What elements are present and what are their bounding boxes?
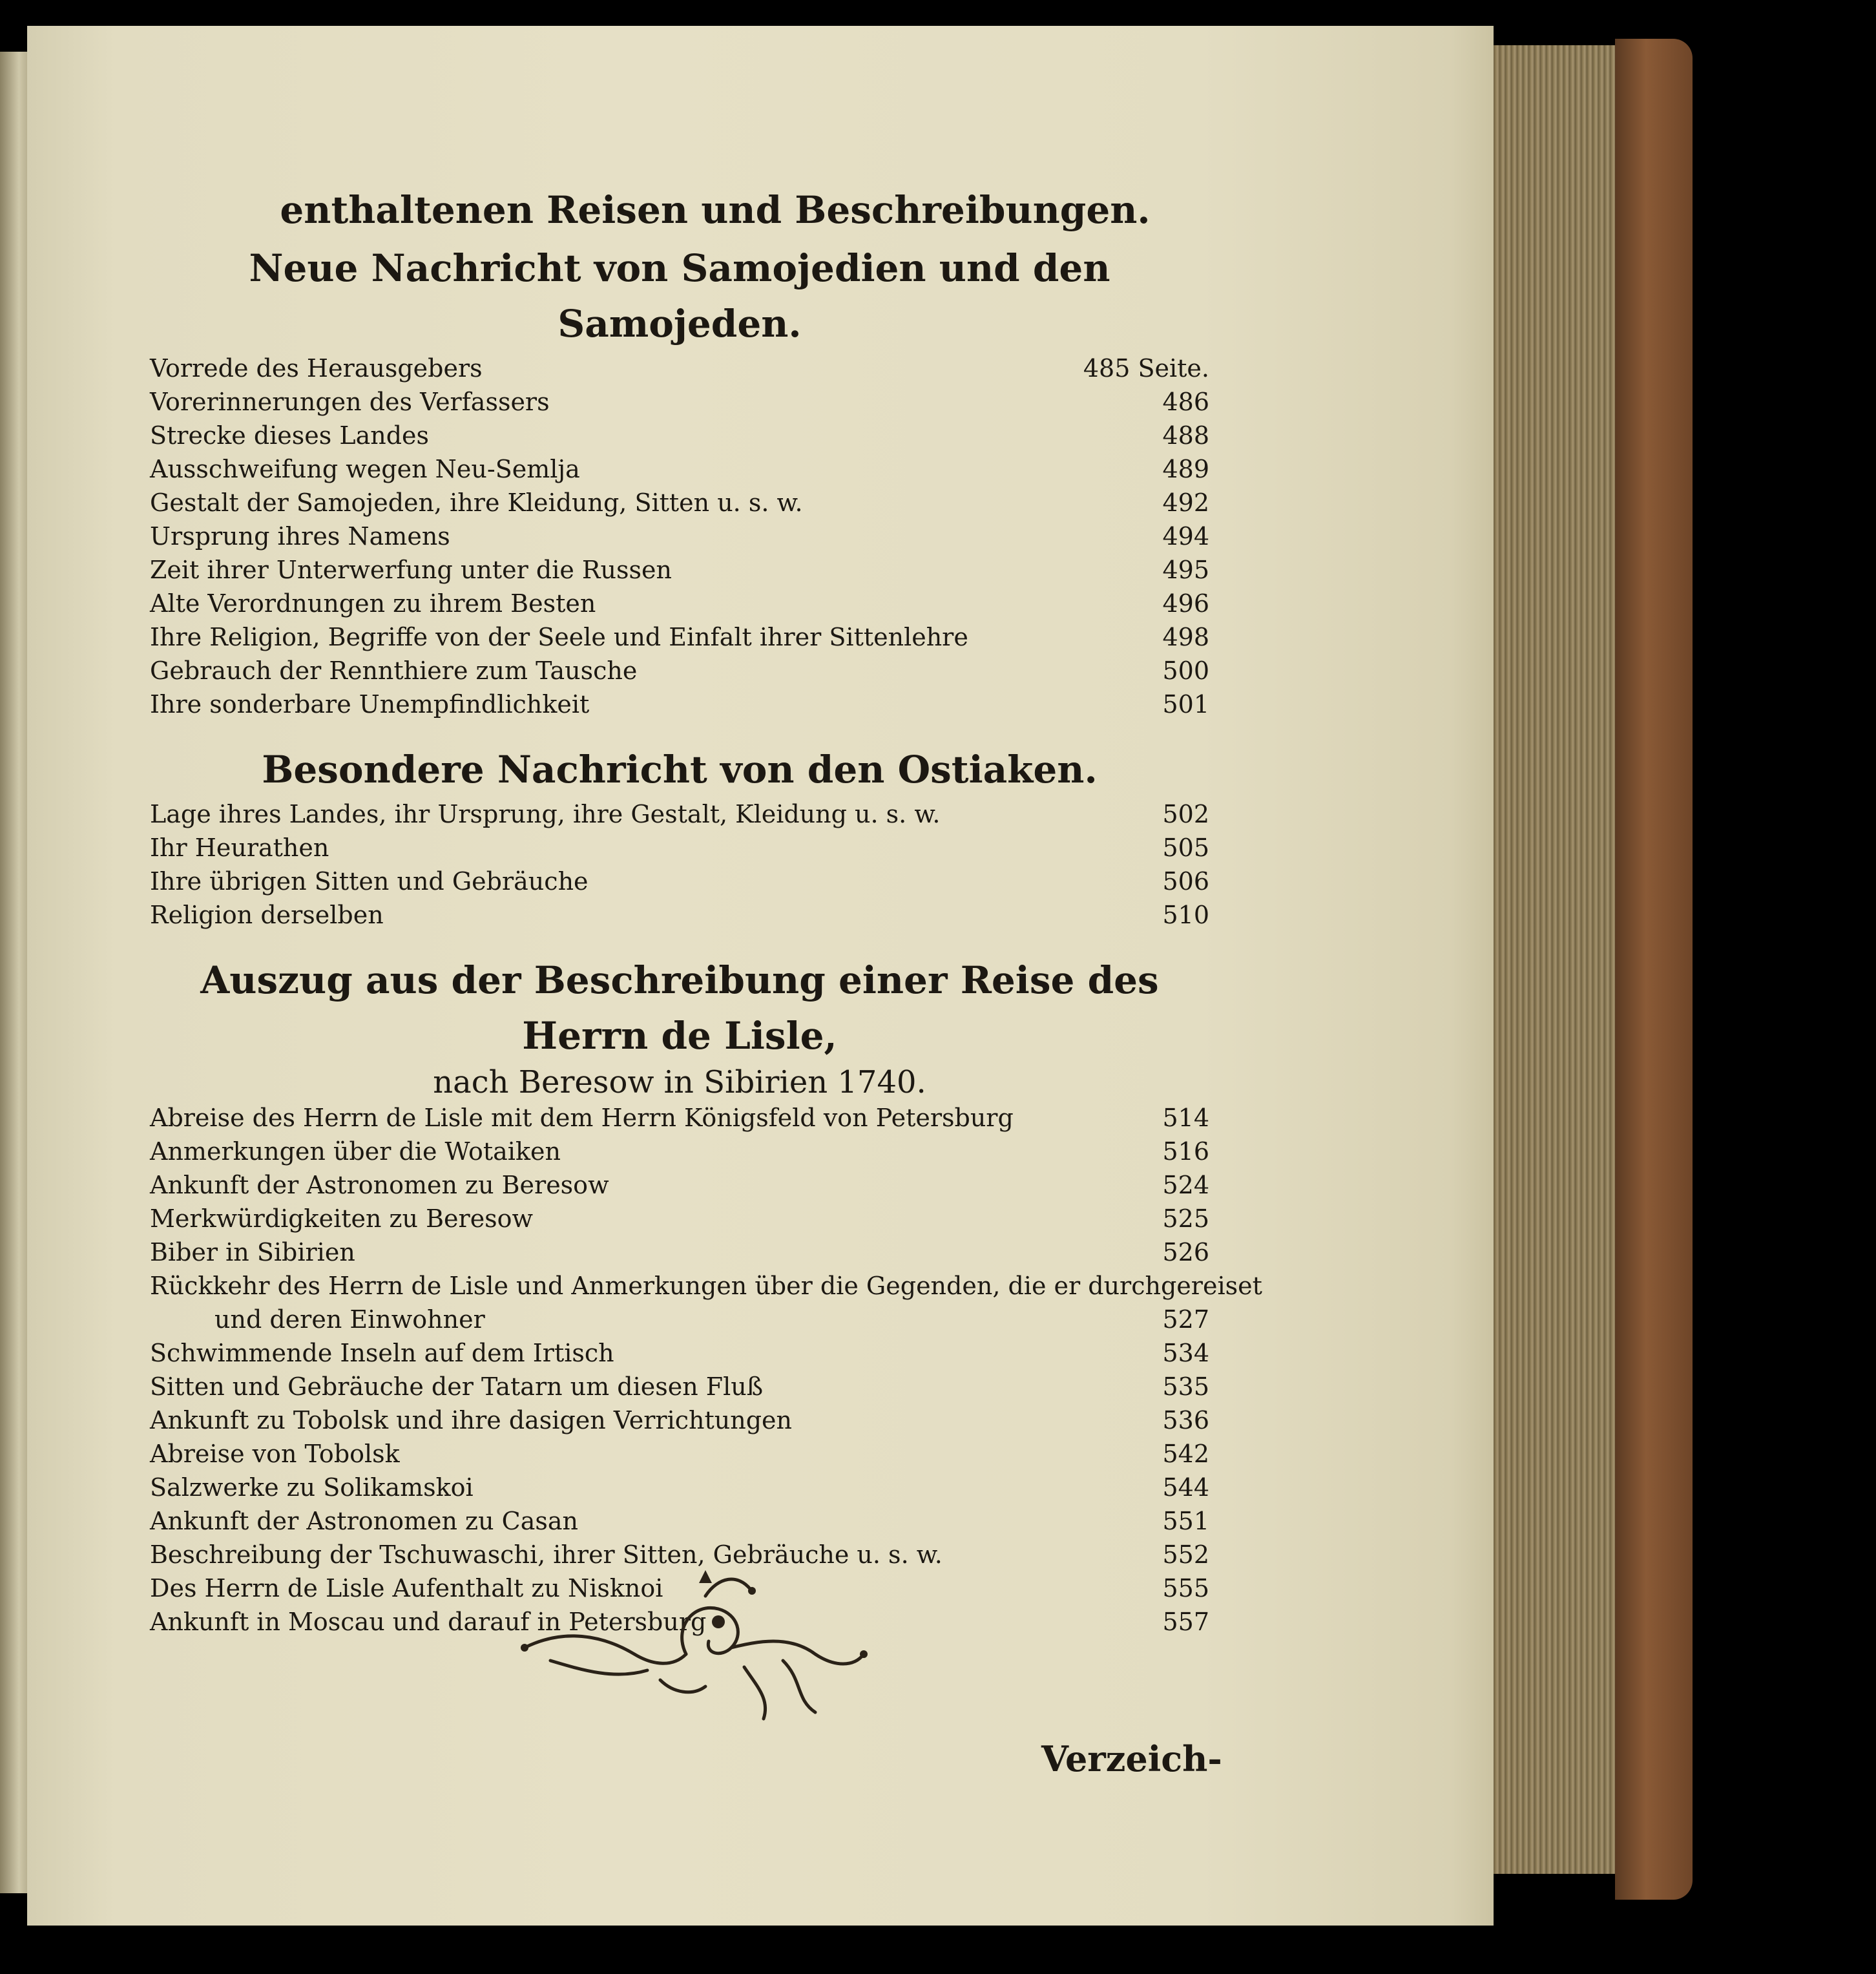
- entry-label: Schwimmende Inseln auf dem Irtisch: [150, 1339, 614, 1367]
- entry-label: Gebrauch der Rennthiere zum Tausche: [150, 656, 638, 685]
- entry-page: 498: [1162, 623, 1209, 651]
- entry-label: Ihre sonderbare Unempfindlichkeit: [150, 690, 590, 719]
- entry-page: 488: [1162, 421, 1209, 450]
- entry-page: 489: [1162, 455, 1209, 483]
- entry-label: Sitten und Gebräuche der Tatarn um diesen Fluß: [150, 1372, 764, 1401]
- entry-label: Salzwerke zu Solikamskoi: [150, 1473, 474, 1502]
- entry-page: 524: [1162, 1171, 1209, 1199]
- entry-page: 525: [1162, 1204, 1209, 1233]
- toc-entry: [150, 452, 1209, 486]
- entry-page: 501: [1162, 690, 1209, 719]
- entry-continuation-row: [150, 1303, 1209, 1336]
- entry-page: 557: [1162, 1608, 1209, 1636]
- toc-entry: [150, 1101, 1209, 1135]
- entry-label: Ausschweifung wegen Neu-Semlja: [150, 455, 580, 483]
- entry-page: 534: [1162, 1339, 1209, 1367]
- toc-entry: [150, 1269, 1262, 1336]
- section-ostiaken: [150, 742, 1209, 932]
- toc-entry: [150, 797, 1209, 831]
- section-title: Besondere Nachricht von den Ostiaken.: [262, 748, 1098, 792]
- toc-entry: [150, 831, 1209, 865]
- entry-label: Rückkehr des Herrn de Lisle und Anmerkungen über die Gegenden, die er durchgereiset: [150, 1272, 1262, 1300]
- toc-entry: [150, 1437, 1209, 1471]
- entry-page: 516: [1162, 1137, 1209, 1166]
- entry-label: Beschreibung der Tschuwaschi, ihrer Sitten, Gebräuche u. s. w.: [150, 1540, 943, 1569]
- toc-entry: [150, 385, 1209, 419]
- entry-page: 506: [1162, 867, 1209, 896]
- toc-entry: [150, 1235, 1209, 1269]
- page-block-edges: [1494, 45, 1623, 1874]
- entry-page: 536: [1162, 1406, 1209, 1434]
- entry-label: Ihre übrigen Sitten und Gebräuche: [150, 867, 589, 896]
- entry-page: 492: [1162, 488, 1209, 517]
- entry-label: Ankunft in Moscau und darauf in Petersburg: [150, 1608, 707, 1636]
- entry-page: 495: [1162, 556, 1209, 584]
- toc-entry: [150, 865, 1209, 898]
- entry-label: Ihre Religion, Begriffe von der Seele und Einfalt ihrer Sittenlehre: [150, 623, 968, 651]
- section-title: Auszug aus der Beschreibung einer Reise des Herrn de Lisle,: [200, 958, 1159, 1058]
- toc-entry: [150, 419, 1209, 452]
- entry-label: Vorrede des Herausgebers: [150, 354, 483, 383]
- page: [27, 26, 1494, 1926]
- entry-page: 505: [1162, 834, 1209, 862]
- entry-label: Ankunft der Astronomen zu Casan: [150, 1507, 578, 1535]
- toc-entry: [150, 520, 1209, 553]
- entry-page: 514: [1162, 1104, 1209, 1132]
- entry-label: Anmerkungen über die Wotaiken: [150, 1137, 561, 1166]
- entry-label: Ursprung ihres Namens: [150, 522, 450, 551]
- toc-entry: [150, 1504, 1209, 1538]
- entry-list: [150, 797, 1209, 932]
- entry-label: Ihr Heurathen: [150, 834, 329, 862]
- entry-page: 527: [1162, 1305, 1209, 1334]
- catchword: Verzeich-: [1041, 1738, 1222, 1780]
- toc-entry: [150, 1403, 1209, 1437]
- entry-page: 500: [1162, 656, 1209, 685]
- toc-entry: [150, 553, 1209, 587]
- entry-label: Des Herrn de Lisle Aufenthalt zu Nisknoi: [150, 1574, 663, 1602]
- entry-label: Zeit ihrer Unterwerfung unter die Russen: [150, 556, 672, 584]
- entry-page: 486: [1162, 388, 1209, 416]
- toc-entry: [150, 688, 1209, 721]
- entry-page: 555: [1162, 1574, 1209, 1602]
- entry-label: Alte Verordnungen zu ihrem Besten: [150, 589, 596, 618]
- entry-page: 544: [1162, 1473, 1209, 1502]
- entry-page: 502: [1162, 800, 1209, 828]
- toc-entry: [150, 587, 1209, 620]
- toc-entry: [150, 1168, 1209, 1202]
- entry-page: 510: [1162, 901, 1209, 929]
- entry-page: 526: [1162, 1238, 1209, 1266]
- toc-entry: [150, 1336, 1209, 1370]
- entry-page: 494: [1162, 522, 1209, 551]
- left-page-edge: [0, 52, 27, 1893]
- entry-list: [150, 352, 1209, 721]
- entry-label: Gestalt der Samojeden, ihre Kleidung, Sitten u. s. w.: [150, 488, 803, 517]
- section-subtitle: nach Beresow in Sibirien 1740.: [433, 1064, 926, 1100]
- entry-label: Merkwürdigkeiten zu Beresow: [150, 1204, 534, 1233]
- entry-page: 551: [1162, 1507, 1209, 1535]
- entry-label: Lage ihres Landes, ihr Ursprung, ihre Gestalt, Kleidung u. s. w.: [150, 800, 941, 828]
- entry-label: Ankunft der Astronomen zu Beresow: [150, 1171, 609, 1199]
- entry-label: Strecke dieses Landes: [150, 421, 430, 450]
- book-cover-edge: [1615, 39, 1693, 1900]
- table-of-contents: [150, 181, 1262, 1639]
- entry-page: 542: [1162, 1440, 1209, 1468]
- entry-page: 535: [1162, 1372, 1209, 1401]
- entry-label: Abreise des Herrn de Lisle mit dem Herrn Königsfeld von Petersburg: [150, 1104, 1014, 1132]
- section-de-lisle: [150, 952, 1262, 1639]
- entry-label: Vorerinnerungen des Verfassers: [150, 388, 550, 416]
- toc-entry: [150, 1202, 1209, 1235]
- entry-label: Abreise von Tobolsk: [150, 1440, 400, 1468]
- section-samojeden: [150, 240, 1209, 721]
- toc-entry: [150, 898, 1209, 932]
- toc-entry: [150, 1370, 1209, 1403]
- entry-continuation: und deren Einwohner: [214, 1305, 485, 1334]
- rococo-vignette-icon: [512, 1557, 873, 1725]
- toc-entry: [150, 654, 1209, 688]
- section-title: Neue Nachricht von Samojedien und den Samojeden.: [249, 246, 1110, 346]
- entry-label: Biber in Sibirien: [150, 1238, 355, 1266]
- toc-entry: [150, 352, 1209, 385]
- entry-page: 552: [1162, 1540, 1209, 1569]
- toc-entry: [150, 486, 1209, 520]
- entry-label: Ankunft zu Tobolsk und ihre dasigen Verrichtungen: [150, 1406, 793, 1434]
- toc-entry: [150, 1135, 1209, 1168]
- running-head: enthaltenen Reisen und Beschreibungen.: [280, 188, 1151, 232]
- toc-entry: [150, 1471, 1209, 1504]
- entry-page: 485 Seite.: [1083, 354, 1209, 383]
- toc-entry: [150, 620, 1209, 654]
- entry-page: 496: [1162, 589, 1209, 618]
- entry-label: Religion derselben: [150, 901, 384, 929]
